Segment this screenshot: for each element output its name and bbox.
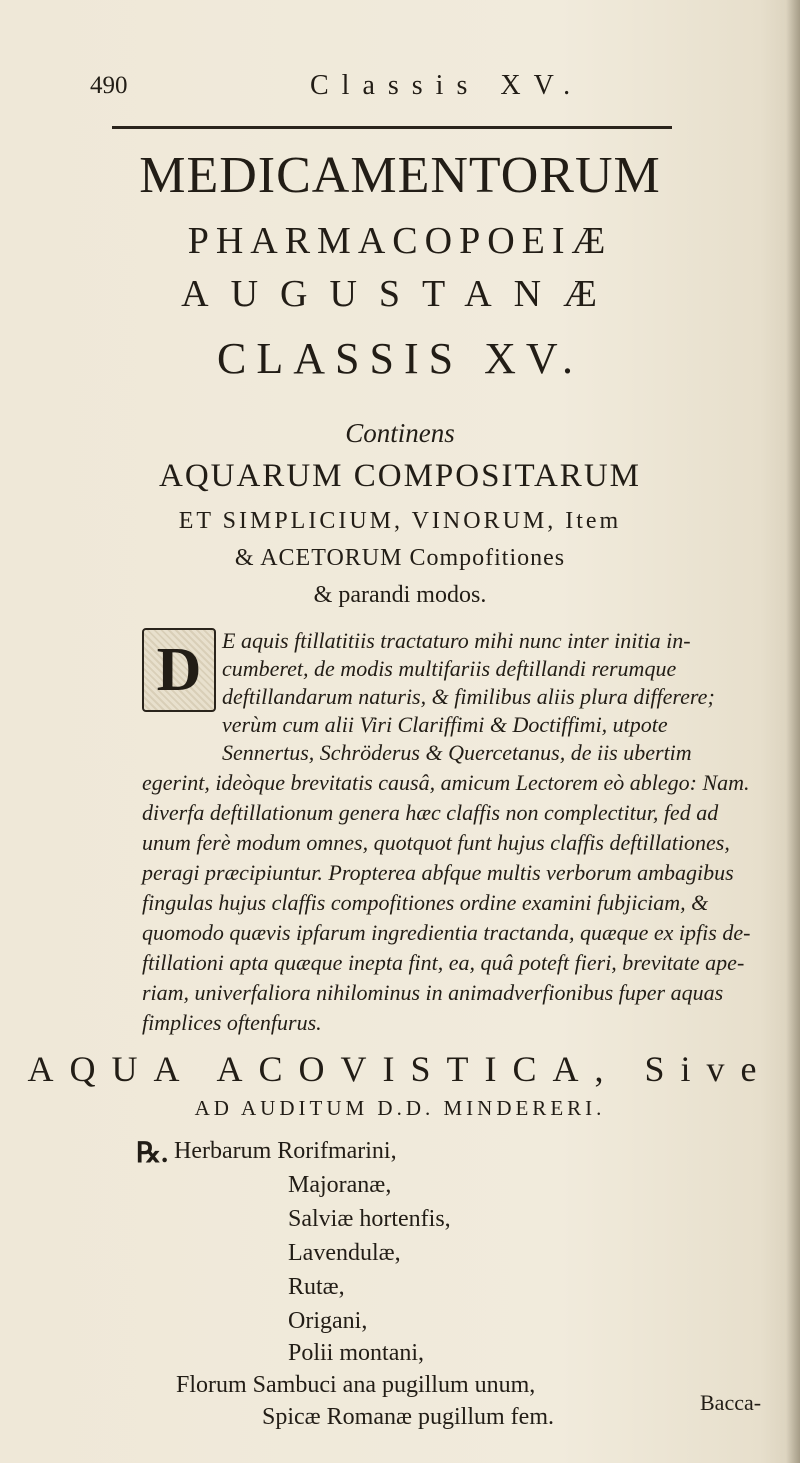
title-line-2: PHARMACOPOEIÆ [187,220,613,262]
recipe-symbol: ℞. [136,1138,169,1169]
body-line: peragi præcipiuntur. Propterea abfque multis verborum ambagibus [142,860,734,885]
body-line: diverfa deftillationum genera hæc claffis non complectitur, fed ad [142,800,719,825]
catchword: Bacca- [700,1390,762,1415]
title-line-4: CLASSIS XV. [217,334,583,383]
title-line-3: AUGUSTANÆ [181,273,619,315]
body-line: Sennertus, Schröderus & Quercetanus, de iis ubertim [222,740,692,765]
body-line: riam, univerfaliora nihilominus in animadverfionibus fuper aquas [142,980,724,1005]
subtitle-line-4: & parandi modos. [313,582,487,608]
initial-letter: D [156,636,202,704]
body-line: verùm cum alii Viri Clariffimi & Doctiffimi, utpote [222,712,668,737]
subtitle-line-2: ET SIMPLICIUM, VINORUM, Item [178,508,622,534]
running-head [84,66,704,106]
body-line: unum ferè modum omnes, quotquot funt hujus claffis deftillationes, [142,830,730,855]
ingredient-line: Origani, [288,1308,368,1334]
ingredient-line: Spicæ Romanæ pugillum fem. [262,1404,554,1430]
recipe-subheading: AD AUDITUM D.D. MINDERERI. [194,1096,606,1120]
body-line: cumberet, de modis multifariis deftillandi rerumque [222,656,677,681]
ingredient-line: Rutæ, [288,1274,345,1300]
body-line: egerint, ideòque brevitatis causâ, amicum Lectorem eò ablego: Nam. [142,770,750,795]
ingredient-line: Salviæ hortenfis, [288,1206,451,1232]
title-line-1: MEDICAMENTORUM [139,147,661,204]
ingredient-line: Polii montani, [288,1340,425,1366]
subtitle-line-3: & ACETORUM Compofitiones [234,545,566,571]
subtitle-line-1: AQUARUM COMPOSITARUM [158,458,641,494]
body-line: quomodo quævis ipfarum ingredientia tractanda, quæque ex ipfis de- [142,920,751,945]
ingredient-line: Florum Sambuci ana pugillum unum, [176,1372,536,1398]
body-line: fimplices oftenfurus. [142,1010,322,1035]
ingredient-line: Lavendulæ, [288,1240,401,1266]
ingredient-line: Herbarum Rorifmarini, [174,1138,397,1164]
body-line: ftillationi apta quæque inepta fint, ea, quâ poteft fieri, brevitate ape- [142,950,745,975]
body-line: E aquis ftillatitiis tractaturo mihi nunc inter initia in- [222,628,691,653]
header-rule [112,126,672,129]
subtitle-continens: Continens [345,418,455,448]
running-title: Classis XV. [310,70,584,101]
decorated-initial [142,628,216,712]
body-line: fingulas hujus claffis compofitiones ordine examini fubjiciam, & [142,890,709,915]
body-line: deftillandarum naturis, & fimilibus aliis plura differere; [222,684,715,709]
page-number: 490 [90,72,128,99]
ingredient-line: Majoranæ, [288,1172,392,1198]
recipe-heading: AQUA ACOVISTICA, Sive [27,1049,773,1089]
